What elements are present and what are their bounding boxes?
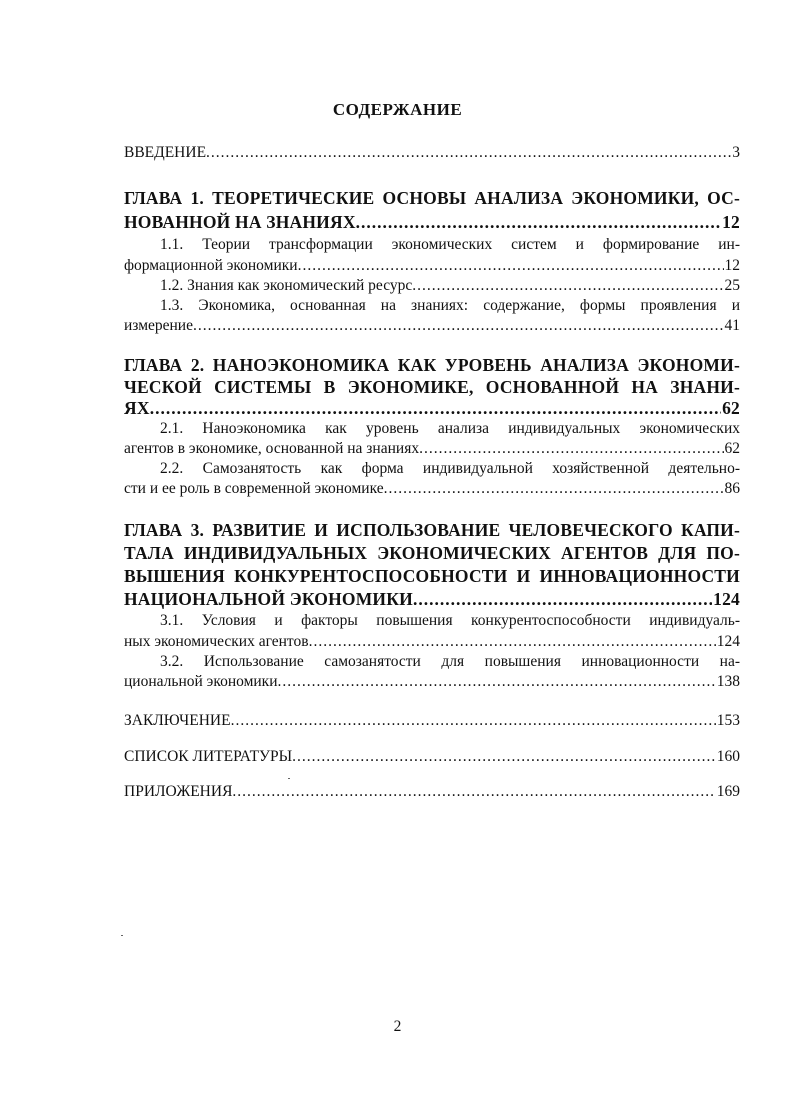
toc-entry-label: ных экономических агентов bbox=[124, 633, 309, 650]
toc-chapter-2-line-2[interactable]: ЧЕСКОЙ СИСТЕМЫ В ЭКОНОМИКЕ, ОСНОВАННОЙ НА ЗНАНИ- bbox=[124, 377, 740, 397]
toc-page-number: 169 bbox=[716, 783, 740, 800]
toc-section-2-1-line-1[interactable]: 2.1. Наноэкономика как уровень анализа индивидуальных экономических bbox=[160, 420, 740, 437]
toc-page-number: 41 bbox=[724, 317, 740, 334]
scan-speck bbox=[288, 778, 290, 779]
toc-section-1-1-line-1[interactable]: 1.1. Теории трансформации экономических систем и формирование ин- bbox=[160, 236, 740, 253]
leader-dots bbox=[309, 633, 716, 651]
toc-entry-intro[interactable] bbox=[124, 144, 740, 162]
toc-entry-label: ПРИЛОЖЕНИЯ bbox=[124, 783, 233, 800]
leader-dots bbox=[150, 398, 721, 419]
toc-entry-label: СПИСОК ЛИТЕРАТУРЫ bbox=[124, 748, 293, 765]
toc-page-number: 62 bbox=[724, 440, 740, 457]
toc-entry-label: ЗАКЛЮЧЕНИЕ bbox=[124, 712, 231, 729]
toc-section-2-2[interactable] bbox=[124, 480, 740, 498]
toc-page-number: 12 bbox=[724, 257, 740, 274]
toc-section-3-2-line-1[interactable]: 3.2. Использование самозанятости для повышения инновационности на- bbox=[160, 653, 740, 670]
toc-entry-label: циональной экономики bbox=[124, 673, 278, 690]
toc-chapter-3[interactable] bbox=[124, 589, 740, 610]
toc-section-2-1[interactable] bbox=[124, 440, 740, 458]
leader-dots bbox=[356, 212, 721, 233]
scan-speck bbox=[121, 935, 123, 936]
toc-entry-label: ВВЕДЕНИЕ bbox=[124, 144, 207, 161]
toc-section-1-3[interactable] bbox=[124, 317, 740, 335]
toc-entry-references[interactable] bbox=[124, 748, 740, 766]
toc-entry-label: 1.2. Знания как экономический ресурс bbox=[160, 277, 413, 294]
toc-entry-label: ЯХ bbox=[124, 398, 150, 418]
page-number: 2 bbox=[393, 1018, 402, 1035]
toc-entry-label: НАЦИОНАЛЬНОЙ ЭКОНОМИКИ bbox=[124, 589, 413, 609]
toc-section-1-3-line-1[interactable]: 1.3. Экономика, основанная на знаниях: содержание, формы проявления и bbox=[160, 297, 740, 314]
toc-page-number: 25 bbox=[724, 277, 740, 294]
toc-chapter-3-line-3[interactable]: ВЫШЕНИЯ КОНКУРЕНТОСПОСОБНОСТИ И ИННОВАЦИОННОСТИ bbox=[124, 566, 740, 586]
leader-dots bbox=[298, 257, 724, 275]
leader-dots bbox=[206, 144, 731, 162]
toc-page-number: 124 bbox=[716, 633, 740, 650]
toc-entry-label: сти и ее роль в современной экономике bbox=[124, 480, 384, 497]
toc-entry-conclusion[interactable] bbox=[124, 712, 740, 730]
toc-section-3-2[interactable] bbox=[124, 673, 740, 691]
leader-dots bbox=[232, 783, 715, 801]
leader-dots bbox=[412, 277, 723, 295]
toc-chapter-3-line-2[interactable]: ТАЛА ИНДИВИДУАЛЬНЫХ ЭКОНОМИЧЕСКИХ АГЕНТОВ ДЛЯ ПО- bbox=[124, 543, 740, 563]
toc-section-2-2-line-1[interactable]: 2.2. Самозанятость как форма индивидуальной хозяйственной деятельно- bbox=[160, 460, 740, 477]
toc-page-number: 138 bbox=[716, 673, 740, 690]
toc-page-number: 3 bbox=[732, 144, 740, 161]
toc-chapter-1[interactable] bbox=[124, 212, 740, 233]
toc-section-1-2[interactable] bbox=[124, 277, 740, 295]
toc-entry-label: НОВАННОЙ НА ЗНАНИЯХ bbox=[124, 212, 356, 232]
toc-page-number: 153 bbox=[716, 712, 740, 729]
leader-dots bbox=[231, 712, 716, 730]
toc-section-1-1[interactable] bbox=[124, 257, 740, 275]
leader-dots bbox=[413, 589, 712, 610]
toc-page-number: 160 bbox=[716, 748, 740, 765]
toc-section-3-1[interactable] bbox=[124, 633, 740, 651]
toc-chapter-2[interactable] bbox=[124, 398, 740, 419]
toc-page-number: 62 bbox=[722, 398, 740, 418]
leader-dots bbox=[193, 317, 724, 335]
toc-page-number: 124 bbox=[713, 589, 740, 609]
toc-section-3-1-line-1[interactable]: 3.1. Условия и факторы повышения конкурентоспособности индивидуаль- bbox=[160, 612, 740, 629]
toc-entry-label: формационной экономики bbox=[124, 257, 298, 274]
leader-dots bbox=[419, 440, 723, 458]
toc-page-number: 12 bbox=[722, 212, 740, 232]
toc-chapter-2-line-1[interactable]: ГЛАВА 2. НАНОЭКОНОМИКА КАК УРОВЕНЬ АНАЛИЗА ЭКОНОМИ- bbox=[124, 355, 740, 375]
toc-entry-appendix[interactable] bbox=[124, 783, 740, 801]
leader-dots bbox=[384, 480, 724, 498]
leader-dots bbox=[292, 748, 716, 766]
toc-entry-label: измерение bbox=[124, 317, 193, 334]
toc-chapter-1-line-1[interactable]: ГЛАВА 1. ТЕОРЕТИЧЕСКИЕ ОСНОВЫ АНАЛИЗА ЭКОНОМИКИ, ОС- bbox=[124, 188, 740, 208]
toc-chapter-3-line-1[interactable]: ГЛАВА 3. РАЗВИТИЕ И ИСПОЛЬЗОВАНИЕ ЧЕЛОВЕЧЕСКОГО КАПИ- bbox=[124, 520, 740, 540]
leader-dots bbox=[278, 673, 716, 691]
toc-page-number: 86 bbox=[724, 480, 740, 497]
toc-entry-label: агентов в экономике, основанной на знаниях bbox=[124, 440, 420, 457]
page-title: СОДЕРЖАНИЕ bbox=[332, 100, 463, 119]
